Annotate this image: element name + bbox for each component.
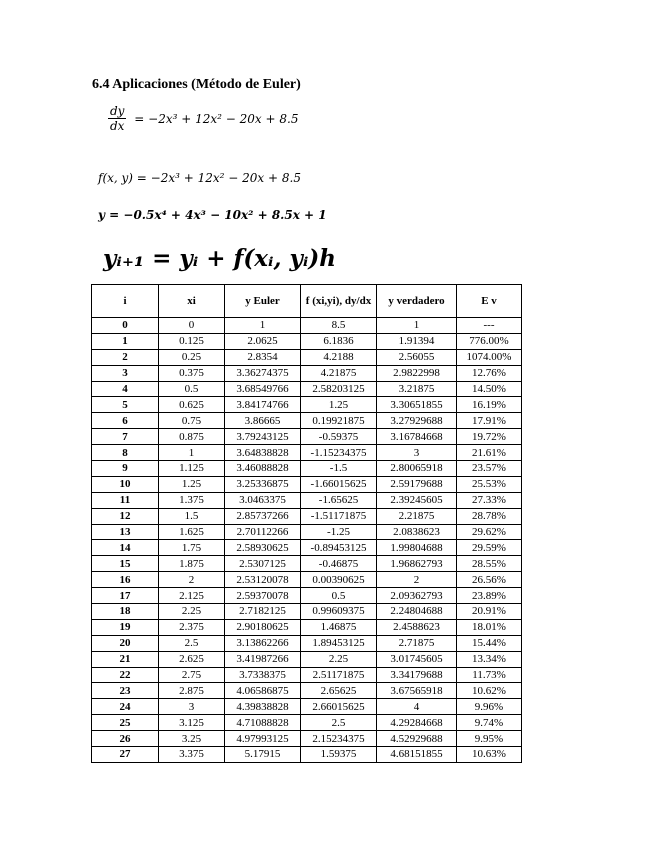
table-cell: 2.71875 (377, 635, 457, 651)
table-cell: 9.96% (457, 699, 522, 715)
table-cell: 2.375 (159, 619, 225, 635)
table-cell: 2.51171875 (301, 667, 377, 683)
derivative-rhs: = −2x³ + 12x² − 20x + 8.5 (134, 111, 299, 126)
table-cell: 776.00% (457, 333, 522, 349)
table-cell: 3.68549766 (225, 381, 301, 397)
table-cell: 4.68151855 (377, 747, 457, 763)
table-cell: 3.7338375 (225, 667, 301, 683)
table-cell: 2.5307125 (225, 556, 301, 572)
table-cell: 14.50% (457, 381, 522, 397)
table-cell: 26.56% (457, 572, 522, 588)
table-header-row (92, 285, 522, 318)
table-cell: 2 (92, 349, 159, 365)
table-cell: 8 (92, 445, 159, 461)
header-f: f (xi,yi), dy/dx (301, 285, 377, 318)
table-row (92, 604, 522, 620)
table-cell: 1.625 (159, 524, 225, 540)
table-cell: 2.58930625 (225, 540, 301, 556)
table-cell: 1074.00% (457, 349, 522, 365)
header-xi: xi (159, 285, 225, 318)
table-cell: 2.5 (159, 635, 225, 651)
fraction-numerator: dy (110, 104, 125, 118)
table-cell: 22 (92, 667, 159, 683)
table-cell: 2.65625 (301, 683, 377, 699)
table-cell: 6.1836 (301, 333, 377, 349)
table-cell: 1.375 (159, 492, 225, 508)
table-cell: 1.96862793 (377, 556, 457, 572)
header-y-euler: y Euler (225, 285, 301, 318)
table-cell: 2.85737266 (225, 508, 301, 524)
table-cell: 2.15234375 (301, 731, 377, 747)
table-row (92, 651, 522, 667)
table-cell: 12 (92, 508, 159, 524)
table-cell: 3.0463375 (225, 492, 301, 508)
table-row (92, 540, 522, 556)
table-cell: 0.625 (159, 397, 225, 413)
table-cell: 17.91% (457, 413, 522, 429)
table-cell: 5.17915 (225, 747, 301, 763)
table-cell: 29.62% (457, 524, 522, 540)
table-cell: 2.0625 (225, 333, 301, 349)
table-cell: 29.59% (457, 540, 522, 556)
table-cell: 5 (92, 397, 159, 413)
table-cell: 2.9822998 (377, 365, 457, 381)
table-cell: 23.89% (457, 588, 522, 604)
table-cell: 1.99804688 (377, 540, 457, 556)
table-cell: 11.73% (457, 667, 522, 683)
table-cell: 1 (377, 318, 457, 334)
table-cell: 2.0838623 (377, 524, 457, 540)
table-body (92, 318, 522, 763)
table-cell: 4.29284668 (377, 715, 457, 731)
fraction-denominator: dx (110, 119, 125, 133)
table-cell: 2.7182125 (225, 604, 301, 620)
table-cell: 1.89453125 (301, 635, 377, 651)
table-cell: --- (457, 318, 522, 334)
table-cell: 3.79243125 (225, 429, 301, 445)
table-row (92, 683, 522, 699)
table-cell: 3.21875 (377, 381, 457, 397)
table-cell: 20 (92, 635, 159, 651)
table-row (92, 699, 522, 715)
euler-formula: yᵢ₊₁ = yᵢ + f(xᵢ, yᵢ)h (103, 245, 336, 272)
table-cell: 3 (92, 365, 159, 381)
table-cell: 1.91394 (377, 333, 457, 349)
table-cell: 2.75 (159, 667, 225, 683)
table-cell: 10.62% (457, 683, 522, 699)
table-cell: 2.66015625 (301, 699, 377, 715)
table-row (92, 556, 522, 572)
table-cell: -1.25 (301, 524, 377, 540)
table-cell: 2.90180625 (225, 619, 301, 635)
table-cell: 26 (92, 731, 159, 747)
table-cell: 3.125 (159, 715, 225, 731)
derivative-equation (108, 104, 298, 133)
table-cell: 4.39838828 (225, 699, 301, 715)
table-cell: 27 (92, 747, 159, 763)
table-cell: 2.25 (301, 651, 377, 667)
table-cell: 19.72% (457, 429, 522, 445)
table-cell: 4.21875 (301, 365, 377, 381)
table-cell: 3.46088828 (225, 461, 301, 477)
table-cell: 7 (92, 429, 159, 445)
table-cell: 0.125 (159, 333, 225, 349)
table-cell: -1.51171875 (301, 508, 377, 524)
table-cell: 2.80065918 (377, 461, 457, 477)
table-cell: 4.71088828 (225, 715, 301, 731)
table-cell: 3.84174766 (225, 397, 301, 413)
table-cell: 2.4588623 (377, 619, 457, 635)
table-row (92, 731, 522, 747)
table-row (92, 667, 522, 683)
table-cell: 2 (159, 572, 225, 588)
table-cell: 4.06586875 (225, 683, 301, 699)
table-cell: -1.5 (301, 461, 377, 477)
solution-equation: y = −0.5x⁴ + 4x³ − 10x² + 8.5x + 1 (98, 208, 327, 222)
table-cell: 4.2188 (301, 349, 377, 365)
table-cell: 3.64838828 (225, 445, 301, 461)
table-cell: 3.41987266 (225, 651, 301, 667)
table-cell: 2.8354 (225, 349, 301, 365)
table-cell: 2.53120078 (225, 572, 301, 588)
table-cell: 2 (377, 572, 457, 588)
header-ev: E v (457, 285, 522, 318)
table-row (92, 619, 522, 635)
table-cell: 0.5 (159, 381, 225, 397)
table-cell: 3.86665 (225, 413, 301, 429)
table-row (92, 461, 522, 477)
table-cell: 1.25 (301, 397, 377, 413)
table-cell: 4 (377, 699, 457, 715)
table-cell: 8.5 (301, 318, 377, 334)
table-cell: 23.57% (457, 461, 522, 477)
table-row (92, 413, 522, 429)
table-cell: 4.52929688 (377, 731, 457, 747)
derivative-fraction (108, 104, 126, 133)
table-cell: 3.13862266 (225, 635, 301, 651)
table-cell: 0.25 (159, 349, 225, 365)
table-cell: 2.09362793 (377, 588, 457, 604)
table-cell: 19 (92, 619, 159, 635)
table-row (92, 492, 522, 508)
table-cell: 1.75 (159, 540, 225, 556)
table-cell: 4.97993125 (225, 731, 301, 747)
table-cell: 6 (92, 413, 159, 429)
table-cell: 0.875 (159, 429, 225, 445)
table-cell: -1.15234375 (301, 445, 377, 461)
table-cell: 2.58203125 (301, 381, 377, 397)
table-row (92, 508, 522, 524)
table-cell: -0.89453125 (301, 540, 377, 556)
section-heading: 6.4 Aplicaciones (Método de Euler) (92, 77, 301, 92)
table-cell: 0.00390625 (301, 572, 377, 588)
table-cell: 1.46875 (301, 619, 377, 635)
table-cell: 11 (92, 492, 159, 508)
table-row (92, 349, 522, 365)
table-cell: 9 (92, 461, 159, 477)
header-i: i (92, 285, 159, 318)
table-cell: 2.24804688 (377, 604, 457, 620)
table-cell: 0.5 (301, 588, 377, 604)
table-row (92, 476, 522, 492)
table-cell: 21.61% (457, 445, 522, 461)
table-cell: 23 (92, 683, 159, 699)
table-cell: -1.65625 (301, 492, 377, 508)
table-cell: 3 (159, 699, 225, 715)
table-cell: 2.125 (159, 588, 225, 604)
table-cell: 3.25336875 (225, 476, 301, 492)
table-cell: 2.56055 (377, 349, 457, 365)
table-cell: 2.25 (159, 604, 225, 620)
table-cell: 0 (92, 318, 159, 334)
table-cell: 2.70112266 (225, 524, 301, 540)
table-cell: 24 (92, 699, 159, 715)
table-row (92, 445, 522, 461)
table-cell: 18.01% (457, 619, 522, 635)
table-cell: 10 (92, 476, 159, 492)
table-cell: 14 (92, 540, 159, 556)
table-cell: 10.63% (457, 747, 522, 763)
table-cell: 2.39245605 (377, 492, 457, 508)
table-cell: 13 (92, 524, 159, 540)
table-cell: 3 (377, 445, 457, 461)
table-cell: 9.74% (457, 715, 522, 731)
table-cell: 3.375 (159, 747, 225, 763)
table-cell: 28.55% (457, 556, 522, 572)
table-cell: 18 (92, 604, 159, 620)
table-cell: 28.78% (457, 508, 522, 524)
table-cell: 25.53% (457, 476, 522, 492)
table-cell: 1.875 (159, 556, 225, 572)
table-row (92, 524, 522, 540)
table-cell: 4 (92, 381, 159, 397)
table-row (92, 747, 522, 763)
table-cell: 3.27929688 (377, 413, 457, 429)
table-cell: 2.59370078 (225, 588, 301, 604)
table-cell: -1.66015625 (301, 476, 377, 492)
table-cell: 1.25 (159, 476, 225, 492)
table-cell: 25 (92, 715, 159, 731)
table-row (92, 635, 522, 651)
table-cell: 16 (92, 572, 159, 588)
table-cell: 1 (92, 333, 159, 349)
table-cell: 15 (92, 556, 159, 572)
table-cell: 3.36274375 (225, 365, 301, 381)
table-row (92, 397, 522, 413)
table-cell: 2.625 (159, 651, 225, 667)
table-row (92, 429, 522, 445)
table-row (92, 381, 522, 397)
table-cell: 0.75 (159, 413, 225, 429)
table-cell: 1.59375 (301, 747, 377, 763)
table-cell: 3.30651855 (377, 397, 457, 413)
table-cell: 3.67565918 (377, 683, 457, 699)
table-cell: 3.25 (159, 731, 225, 747)
header-y-verdadero: y verdadero (377, 285, 457, 318)
table-cell: 12.76% (457, 365, 522, 381)
table-cell: 9.95% (457, 731, 522, 747)
table-row (92, 365, 522, 381)
euler-table (91, 284, 522, 763)
table-cell: 2.5 (301, 715, 377, 731)
table-cell: 0.375 (159, 365, 225, 381)
table-row (92, 333, 522, 349)
table-cell: 20.91% (457, 604, 522, 620)
table-row (92, 588, 522, 604)
table-cell: -0.59375 (301, 429, 377, 445)
table-cell: 2.59179688 (377, 476, 457, 492)
function-equation: f(x, y) = −2x³ + 12x² − 20x + 8.5 (98, 171, 301, 185)
table-cell: 0.19921875 (301, 413, 377, 429)
table-cell: 0 (159, 318, 225, 334)
table-row (92, 318, 522, 334)
table-cell: 1 (225, 318, 301, 334)
table-row (92, 572, 522, 588)
table-cell: 3.01745605 (377, 651, 457, 667)
table-cell: 1 (159, 445, 225, 461)
table-cell: 16.19% (457, 397, 522, 413)
table-cell: 21 (92, 651, 159, 667)
table-cell: 27.33% (457, 492, 522, 508)
table-cell: 0.99609375 (301, 604, 377, 620)
table-row (92, 715, 522, 731)
table-cell: 2.875 (159, 683, 225, 699)
table-cell: 17 (92, 588, 159, 604)
table-cell: 3.34179688 (377, 667, 457, 683)
table-cell: 15.44% (457, 635, 522, 651)
table-cell: 1.5 (159, 508, 225, 524)
table-cell: 1.125 (159, 461, 225, 477)
table-cell: 2.21875 (377, 508, 457, 524)
table-cell: 3.16784668 (377, 429, 457, 445)
table-cell: -0.46875 (301, 556, 377, 572)
table-cell: 13.34% (457, 651, 522, 667)
